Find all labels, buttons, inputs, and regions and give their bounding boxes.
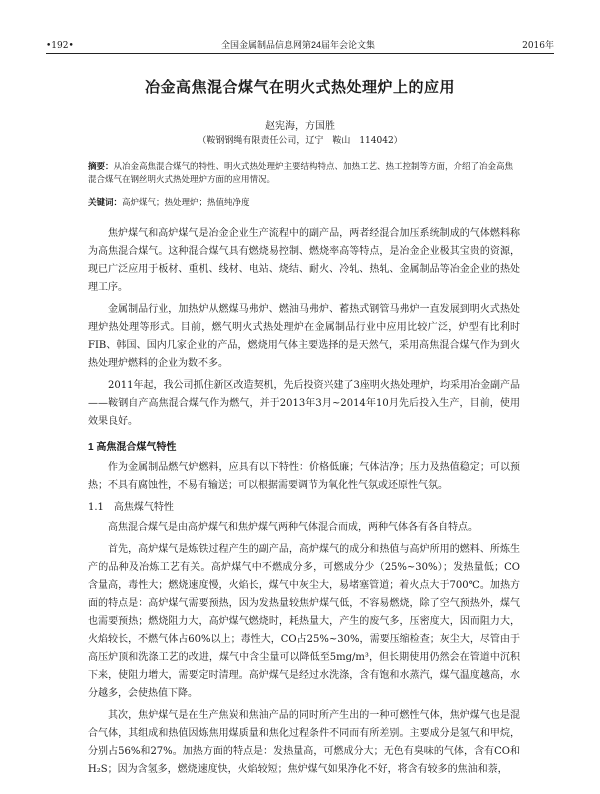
paragraph: 金属制品行业，加热炉从燃煤马弗炉、燃油马弗炉、蓄热式钢管马弗炉一直发展到明火式热处理炉热处理等形式。目前，燃气明火式热处理炉在金属制品行业中应用比较广泛，炉型有比利时FIB、韩国、国内几家企业的产品，燃烧用气体主要选择的是天然气，采用高焦混合煤气作为到火热处理炉燃料的企业为数不多。	[88, 304, 520, 369]
paragraph: 首先，高炉煤气是炼铁过程产生的副产品，高炉煤气的成分和热值与高炉所用的燃料、所炼生产的品种及冶炼工艺有关。高炉煤气中不燃成分多，可燃成分少（25%~30%）；发热量低；CO含量高，毒性大；燃烧速度慢，火焰长，煤气中灰尘大，易堵塞管道；着火点大于700℃。加热方面的特点是：高炉煤气需要预热，因为发热量较焦炉煤气低，不容易燃烧，除了空气预热外，煤气也需要预热；燃烧阻力大，高炉煤气燃烧时，耗热量大，产生的废气多，压密度大，因而阻力大，火焰较长，不燃气体占60%以上；毒性大，CO占25%~30%，需要压缩检查；灰尘大，尽管由于高压炉顶和洗涤工艺的改进，煤气中含尘量可以降低至5mg/m³，但长期使用仍然会在管道中沉积下来，使阻力增大，需要定时清理。高炉煤气是经过水洗涤，含有饱和水蒸汽，煤气温度越高，水分越多，会使热值下降。	[88, 544, 520, 699]
abstract-label: 摘要：	[88, 161, 114, 171]
section-heading: 1 高焦混合煤气特性	[88, 442, 177, 453]
paragraph: 焦炉煤气和高炉煤气是冶金企业生产流程中的副产品，两者经混合加压系统制成的气体燃料称为高焦混合煤气。这种混合煤气具有燃烧易控制、燃烧率高等特点，是冶金企业极其宝贵的资源，现已广泛应用于板材、重机、线材、电站、烧结、耐火、冷轧、热轧、金属制品等冶金企业的热处理工序。	[88, 228, 520, 293]
paragraph: 作为金属制品燃气炉燃料，应具有以下特性：价格低廉；气体洁净；压力及热值稳定；可以预热；不具有腐蚀性，不易有输送；可以根据需要调节为氧化性气氛或还原性气氛。	[88, 462, 520, 491]
header-year: 2016年	[522, 41, 554, 51]
abstract-text: 从冶金高焦混合煤气的特性、明火式热处理炉主要结构特点、加热工艺、热工控制等方面，介绍了冶金高焦混合煤气在钢丝明火式热处理炉方面的应用情况。	[88, 162, 514, 185]
paragraph: 2011年起，我公司抓住新区改造契机，先后投资兴建了3座明火热处理炉，均采用冶金副产品——鞍钢自产高焦混合煤气作为燃气，并于2013年3月~2014年10月先后投入生产，目前，使用效果良好。	[88, 380, 520, 427]
page-number: •192•	[46, 41, 74, 51]
abstract	[88, 160, 520, 187]
subsection-heading: 1.1 高焦煤气特性	[88, 502, 174, 513]
paragraph: 高焦混合煤气是由高炉煤气和焦炉煤气两种气体混合而成，两种气体各有各自特点。	[108, 522, 478, 533]
journal-name: 全国金属制品信息网第24届年会论文集	[220, 40, 375, 50]
paper-title: 冶金高焦混合煤气在明火式热处理炉上的应用	[144, 79, 455, 96]
keywords	[88, 196, 520, 208]
affiliation: （鞍钢钢绳有限责任公司，辽宁 鞍山 114042）	[197, 136, 403, 146]
keywords-text: 高炉煤气；热处理炉；热值纯净度	[122, 198, 250, 208]
keywords-label: 关键词：	[88, 197, 123, 207]
running-header	[46, 38, 554, 54]
authors: 赵宪海，方国胜	[265, 121, 335, 132]
body-text	[88, 225, 520, 783]
paragraph: 其次，焦炉煤气是在生产焦炭和焦油产品的同时所产生出的一种可燃性气体，焦炉煤气也是混合气体，其组成和热值因炼焦用煤质量和焦化过程条件不同而有所差别。主要成分是氢气和甲烷，分别占56%和27%。加热方面的特点是：发热量高，可燃成分大；无色有臭味的气体，含有CO和H₂S；因为含氢多，燃烧速度快，火焰较短；焦炉煤气如果净化不好，将含有较多的焦油和萘，	[88, 710, 520, 775]
